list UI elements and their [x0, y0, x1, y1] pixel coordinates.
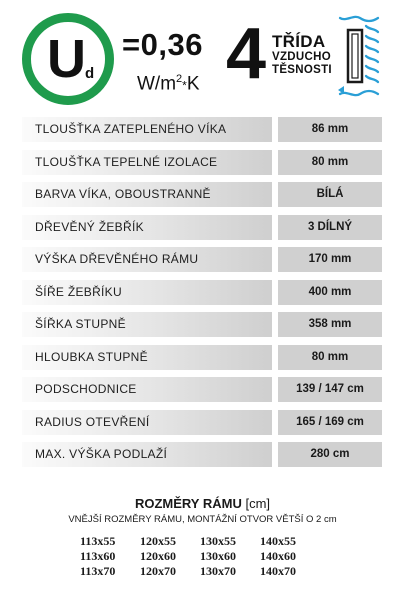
spec-value: 170 mm [278, 247, 382, 272]
spec-row [22, 215, 382, 240]
spec-row [22, 312, 382, 337]
frame-size: 113x70 [80, 564, 116, 578]
spec-table [22, 117, 382, 475]
frame-size: 130x55 [200, 534, 236, 548]
frame-sizes-title-unit: [cm] [245, 496, 271, 511]
frame-size: 120x70 [140, 564, 176, 578]
u-unit-exp: 2 [176, 73, 183, 85]
spec-value: BÍLÁ [278, 182, 382, 207]
spec-value: 86 mm [278, 117, 382, 142]
spec-row [22, 442, 382, 467]
spec-value: 400 mm [278, 280, 382, 305]
header [0, 0, 405, 108]
spec-row [22, 280, 382, 305]
spec-row [22, 182, 382, 207]
ud-badge [22, 13, 114, 105]
class-label-line3: TĚSNOSTI [272, 64, 332, 76]
frame-sizes-note: VNĚJŠÍ ROZMĚRY RÁMU, MONTÁŽNÍ OTVOR VĚTŠÍ O 2 cm [68, 514, 337, 525]
spec-row [22, 345, 382, 370]
spec-row [22, 117, 382, 142]
u-unit-end: K [186, 73, 200, 95]
spec-value: 280 cm [278, 442, 382, 467]
spec-row [22, 247, 382, 272]
frame-size: 113x60 [80, 549, 116, 563]
u-unit [137, 68, 200, 96]
frame-size: 140x60 [260, 549, 296, 563]
frame-sizes-title-text: ROZMĚRY RÁMU [134, 496, 242, 511]
airtightness-class-label [272, 33, 332, 77]
spec-label: VÝŠKA DŘEVĚNÉHO RÁMU [22, 247, 272, 272]
spec-label: HLOUBKA STUPNĚ [22, 345, 272, 370]
frame-size: 113x55 [80, 534, 116, 548]
u-unit-base: W/m [137, 73, 177, 95]
frame-size: 130x60 [200, 549, 236, 563]
spec-row [22, 410, 382, 435]
spec-label: TLOUŠŤKA TEPELNÉ IZOLACE [22, 150, 272, 175]
airtightness-class-number: 4 [226, 14, 267, 94]
airflow-window-icon [334, 12, 382, 100]
frame-size: 130x70 [200, 564, 236, 578]
spec-label: ŠÍŘKA STUPNĚ [22, 312, 272, 337]
spec-value: 165 / 169 cm [278, 410, 382, 435]
frame-sizes-title [0, 496, 405, 511]
ud-symbol: U [47, 29, 86, 89]
frame-size: 120x55 [140, 534, 176, 548]
ud-subscript: d [85, 65, 95, 82]
spec-value: 139 / 147 cm [278, 377, 382, 402]
spec-label: DŘEVĚNÝ ŽEBŘÍK [22, 215, 272, 240]
frame-size: 140x70 [260, 564, 296, 578]
spec-label: RADIUS OTEVŘENÍ [22, 410, 272, 435]
spec-row [22, 150, 382, 175]
spec-label: TLOUŠŤKA ZATEPLENÉHO VÍKA [22, 117, 272, 142]
spec-value: 358 mm [278, 312, 382, 337]
spec-value: 3 DÍLNÝ [278, 215, 382, 240]
spec-label: ŠÍŘE ŽEBŘÍKU [22, 280, 272, 305]
spec-value: 80 mm [278, 150, 382, 175]
frame-sizes-grid [80, 534, 320, 578]
frame-size: 140x55 [260, 534, 296, 548]
spec-label: BARVA VÍKA, OBOUSTRANNĚ [22, 182, 272, 207]
class-label-line1: TŘÍDA [272, 32, 326, 51]
spec-label: MAX. VÝŠKA PODLAŽÍ [22, 442, 272, 467]
spec-row [22, 377, 382, 402]
frame-size: 120x60 [140, 549, 176, 563]
u-unit-dot: * [182, 78, 187, 93]
u-value: =0,36 [122, 27, 203, 62]
spec-label: PODSCHODNICE [22, 377, 272, 402]
spec-value: 80 mm [278, 345, 382, 370]
class-label-line2: VZDUCHO [272, 51, 331, 63]
